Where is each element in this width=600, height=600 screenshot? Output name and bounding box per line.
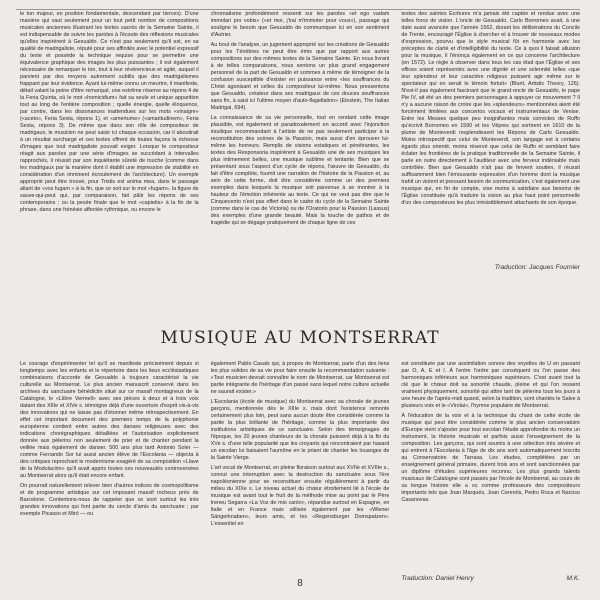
paragraph: Le courage d'expérimenter tel qu'il se manifeste précisément depuis si longtemps avec les enfants et le répertoire dans les lieux ecclésiastiques combinaisons d'accorde de Gesualdo à toujours caractérisé la vie culturelle au Montserrat. Le plus ancien manuscrit conservé dans les archives du sanctuaire bénédictin situé sur ce massif montagneux de la Catalogne, le «Llibre Vermell» avec ses pièces à deux et à trois voix datant des XIIIe et XIVe s. témoigne déjà d'une ouverture d'esprit vis-à-vis des innovations qui ne laisse pas d'étonner même rétrospectivement. En effet cet important document des premiers temps de la polyphonie européenne contient entre autres des danses religieuses avec des indications chorégraphiques détaillées et l'autorisation explicitement donnée aux pèlerins non seulement de prier et de chanter pendant la veillée mais également de danser. 500 ans plus tard Antonio Soler — comme Fernando Sor lui aussi ancien élève de l'Escolania — objecta à des critiques reprochant le modernisme exagéré de sa composition «Llave de la Modulación» qu'il avait appris toutes ces nouveautés controversées au Montserrat alors qu'il était encore enfant. — [20, 361, 199, 479]
paragraph: le ton majeur, en position fondamentale, descendant par tierces). D'une manière qui vaut seulement pour un tout petit nombre de compositions musicales anciennes illustrant les textes sacrés de la Semaine Sainte, il est indispensable de suivre les paroles à l'écoute des réflexions musicales qu'elles inspirèrent à Gesualdo. Ce n'est pas seulement qu'il est, en sa qualité de madrigaliste, réputé pour ses affinités avec le potentiel expressif du texte et possède la technique requise pour se permettre une équivalence graphique des images les plus puissantes ; il est également nécessaire de remarquer le ton, tout à leur révérencieux et agité, auquel il parvient par des moyens autrement subtils que des madrigalismes frappant par leur évidence. Ayant lui-même connu un meurtre, il manifeste, détail valant la peine d'être remarqué, une extrême réserve au répons 4 de la Feria Quinta, où le mot «homicidium» fait sa seule et unique apparition tout au long de l'entière composition ; quelle énergie, quelle éloquence, par contre, dans les dissonances inattendues sur les mots «vinaigre» («aceto», Feria Sexta, répons 1), et «amertume» («amaritudinem», Feria Sexta, répons 3). De même que dans son rôle de compositeur de madrigaux, le musicien ne peut saisir ici chaque occasion, car il aboutirait à un résultat surchargé et ces textes offrent de toutes façons la richesse d'images que tout madrigaliste pouvait exiger. Lorsque le compositeur réagit aux paroles par une série d'images se succédant à intervalles rapprochés, il réussit par son inquiétante sûreté de touche (comme dans les madrigaux par la manière dont il établit une impression de stabilité en considération d'un imminent écroulement de l'architecture). Un exemple approprié peut être trouvé, pour Tristis est anima mea, dans le passage allant de «vos fugam » à la fin, que ce soit sur le mot «fugam», la figure de sauve-qui-peut qui, par comparaison, fait pâlir les répons de ses contemporains ; ou la pesée finale que le mot «capietis» à la fin de la phrase, dans une frénésie affectée rythmique, ou encore le — [20, 11, 199, 213]
gesualdo-text-columns — [20, 11, 580, 279]
paragraph: On pourrait naturellement relever bien d'autres indices de cosmopolitisme et de programme artistique sur cet imposant massif rocheux près de Barcelone. Contentons-nous de rappeler que ce sont surtout les très grandes innovations qui font partie du cercle d'amis du sanctuaire ; par exemple Picasso et Miró — ou — [20, 483, 199, 517]
montserrat-text-columns — [20, 361, 580, 594]
translator-credit: Traduction: Daniel Henry — [401, 575, 474, 582]
author-initials: M.K. — [566, 575, 580, 582]
lower-column-3 — [401, 361, 580, 594]
paragraph: La connaissance de sa vie personnelle, tout en rendant cette image plausible, est également et paradoxalement en accord avec l'injonction ésuitique recommandant à l'artiste de ne pas seulement participer à la reconstitution des scènes de la Passion, mais aussi d'en éprouver lui-même les horreurs. Remplis de visions extatiques et pénétrantes, les textes des Responsoria inspirèrent à Gesualdo une de ses musiques les plus intimement belles, une musique sublime et tentante. Bien que se présentant sous l'aspect d'un cycle de répons, l'œuvre de Gesualdo, du fait d'être complète, fournit une narration de l'histoire de la Passion et, au sein de cette forme, doit être considérée comme un des premiers exemples dans lesquels la musique soit parvenue à se montrer à la hauteur de l'émotion inhérente au texte. Ce qui ne veut pas dire que le Cinquecento n'est pas offert dans le cadre du cycle de la Semaine Sainte (comme dans le cas de Victoria) ou de l'Oratorio pour la Passion (Lassus) des exemples d'une grande beauté. Mais la touche de pathos et de tragédie qui se dégage pratiquement de chaque ligne de ces — [210, 115, 390, 226]
paragraph: L'Escolania (école de musique) du Montserrat avec sa chorale de jeunes garçons, mentionnée dès le XIIIe s. mais dont l'existence remonte certainement plus loin, peut sans aucun doute être considérée comme la partie la plus brillante de l'héritage, comme la plus importante des institutions artistiques de ce sanctuaire. Selon des témoignages de l'époque, les 20 jeunes chanteurs de la chorale puissent déjà à la fin du XVe s. d'une telle popularité que les croyants qui rencontraient par hasard un escolan lui baisaient l'aumône en le priant de chanter les louanges de la Sainte Vierge. — [210, 399, 390, 461]
top-rule — [16, 9, 580, 10]
lower-column-2 — [211, 361, 390, 594]
upper-column-2 — [211, 11, 390, 279]
lower-column-1 — [20, 361, 199, 594]
lower-column-3-text — [401, 361, 580, 571]
upper-column-3-text — [401, 11, 580, 257]
paragraph: Au bout de l'analyse, un jugement approprié sur les créations de Gesualdo pour les Ténèbres ne peut être émis que par rapport aux autres compositions sur des mêmes textes de la Semaine Sainte. En nous livrant à de telles comparaisons, nous sentons un plus grand engagement personnel de la part de Gesualdo et sommes à même de témoigner de la confusion susceptible d'exister en puissance entre «les souffrances du Christ agonisant et celles du compositeur lui-même. Nous pressentons que Gesualdo, créateur dans ses madrigaux de ces douces souffrances sans fin, à saisi ici l'ultime moyen d'auto-flagellation» (Einstein, The Italian Madrigal, 694). — [210, 42, 390, 111]
paragraph: L'art vocal de Montserrat, en pleine floraison surtout aux XVIIe et XVIIIe s., connut une interruption avec la destruction du sanctuaire sous l'ère napoléonienne pour se reconstituer ensuite régulièrement à partir du milieu du XIXe s. Le niveau actuel du chœur étroitement lié à l'école de musique est avant tout le fruit de la méthode mise au point par le Père Ireneu Segarra «La Voz de mio canto», répandue surtout en Espagne, en Italie et en France mais utilisée également par les «Wiener Sängerknaben», leurs amis, et les «Regensburger Domspatzen». L'essentiel en — [210, 465, 390, 527]
upper-column-1 — [20, 11, 199, 279]
paragraph: textes des saintes Écritures m'a jamais été captée et rendue avec une telles force de vision. L'oncle de Gesualdo, Carlo Borromeo avait, à une date aussi avancée que l'année 1562, durant les délibérations du Concile de Trente, encouragé l'Église à chercher et à trouver de nouveaux modes d'expression, pourvu que le style musical fût en harmonie avec les préceptes de clarté et d'intelligibilité du texte. Ce à quoi il faisait allusion pour la musique, il l'énonça également en ce qui concerne l'architecture (en 1572). Le règle à observer dans tous les cas était que l'Église et ses offices soient représentés avec une dignité et une solennité telles «que leur splendeur et leur caractère religieux puissent agir même sur le spectateur qui en serait le témoin fortuit» (Blunt, Artistic Theory, 126). N'est-il pas également fascinant que le grand-oncle de Gesualdo, le pape Pie IV, ait été un des premiers personnages à appuyer ce mouvement ? Il n'y a aucune raison de croire que les «splendeurs» mentionnées aient été forcément limitées aux concertos vocaux et instrumentaux de Venise. Entre les Messes quelque peu insignifiantes mais correctes de Ruffo qu'écrivit Borromeo en 1590 et les Vêpres qui sortirent en 1610 de la plume de Monteverdi resplendissent les Répons de Carlo Gesualdo. Moins introspectif que celui de Monteverdi, son langage est à certains égards plus orienté, moins réservé que celui de Ruffo et semblant faire éclater les frontières de la pratique traditionnelle de la Semaine Sainte, il parle en outre directement à l'auditeur avec une ferveur indéniable mais contrôlée. Bien que Gesualdo n'ait pas de fervent soutien, il réussit suffisamment bien l'émouvante expression d'un homme dont la musique trahit un violent et pressant besoin de communication, c'est également une musique qui, en fin de compte, vise moins à satisfaire aux besoins de l'Église constituée qu'à traduire la vision au plus haut point personnelle d'un des compositeurs les plus irrésistiblement attachants de son époque. — [401, 11, 580, 206]
paragraph: également Pablo Casals qui, à propos de Montserrat, parle d'un des liens les plus solides de sa vie pour faire ensuite la recommandation suivante : «Tout musicien devrait connaître le nom de Montserrat, car Montserrat est partie intégrante de l'héritage d'un passé sans lequel notre culture actuelle ne saurait exister.» — [210, 361, 390, 395]
page-number: 8 — [297, 578, 303, 589]
upper-column-3 — [401, 11, 580, 279]
translator-credit: Traduction: Jacques Fournier — [494, 264, 580, 271]
paragraph: est constituée par une assimilation sonore des voyelles de U en passant par O, A, E et I. À l'entre l'ordre par conséquent ou l'on passe des harmoniques inférieurs aux harmoniques supérieurs. C'est avant tout la clé que le chœur doit sa sonorité chaude, pleine et qui l'on ressent vraiment physiquement, sonorité qui attire tant de pèlerins tous les jours à une heure de l'après-midi quand, selon la tradition, sont chantés le Salve à plusieurs voix et le «Virolai», l'hymne populaire de Montserrat. — [401, 361, 580, 409]
section-heading: MUSIQUE AU MONTSERRAT — [160, 328, 440, 348]
paragraph: À l'éducation de la voix et à la technique du chant de cette école de musique qui peut être considérée comme le plus ancien conservatoire d'Europe vient s'ajouter pour tout escolan l'étude approfondie du moins un instrument, la théorie musicale et parfois aussi l'enseignement de la composition. Les garçons, qui sont soumis à une sélection très sévère et qui entrent à l'Escolania à l'âge de dix ans sont automatiquement inscrits au Conservatoire de Tarrasa. Les études, complétées par un enseignement général primaire, durent trois ans et sont sanctionnées par un diplôme d'études supérieures reconnu. Les plus grands talents musicaux de Catalogne sont passés par l'école de Montserrat, au cours de sa longue histoire elle a vu comme professeurs des compositeurs importants tels que Joan Marqués, Joan Cererols, Pedro Roca et Narciso Casanovas. — [401, 413, 580, 503]
paragraph: chromatisme profondément ressenti sur les paroles «et ego vadam immolari pro vobis» («et moi, j'irai m'immoler pour vous»), passage qui souligne le besoin que Gesualdo de communiquer ici en son sentiment d'Autrier. — [210, 11, 390, 38]
